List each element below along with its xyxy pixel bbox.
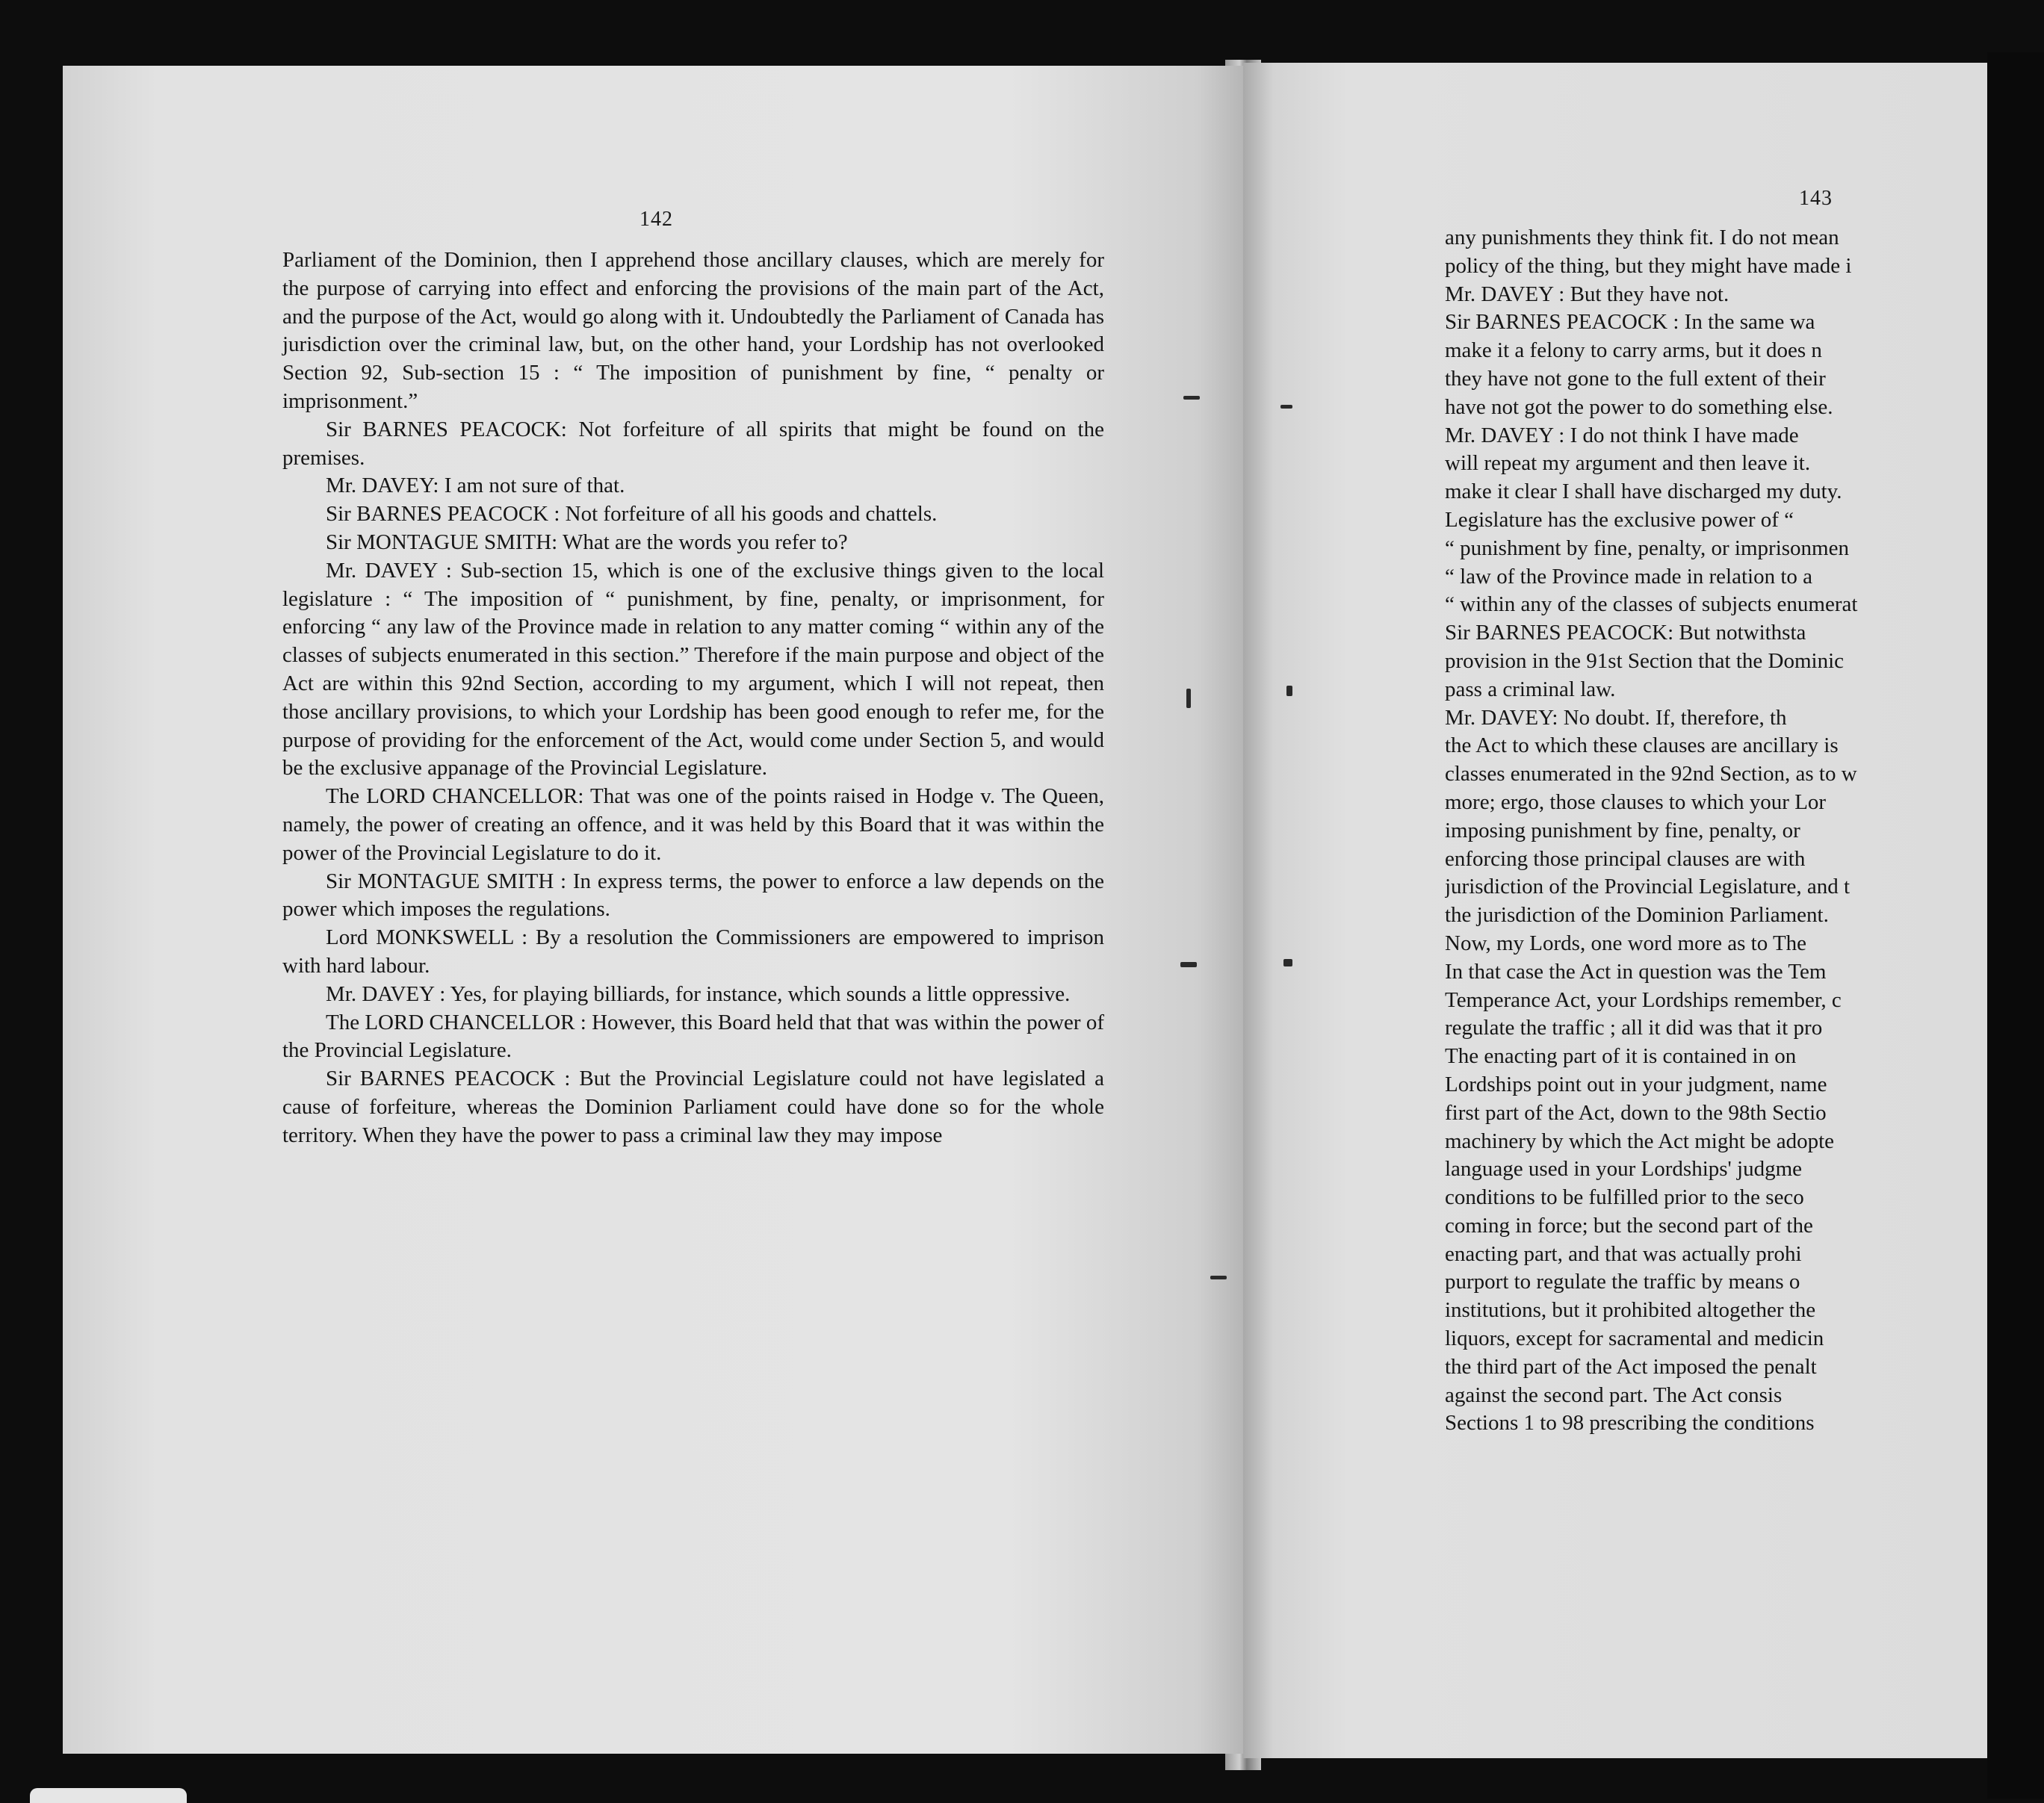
text-line: institutions, but it prohibited altogether the	[1445, 1298, 1816, 1323]
text-line: conditions to be fulfilled prior to the seco	[1445, 1185, 1804, 1210]
page-number: 143	[1799, 187, 1833, 210]
text-line: against the second part. The Act consis	[1445, 1382, 1783, 1407]
text-line: The enacting part of it is contained in on	[1445, 1044, 1797, 1069]
text-line: first part of the Act, down to the 98th Sectio	[1445, 1100, 1827, 1125]
text-line: they have not gone to the full extent of their	[1445, 366, 1826, 391]
text-line: purport to regulate the traffic by means o	[1445, 1270, 1800, 1294]
paragraph: Mr. DAVEY : Yes, for playing billiards, for instance, which sounds a little oppressive.	[326, 981, 1071, 1006]
text-line: any punishments they think fit. I do not mean	[1445, 226, 1839, 249]
text-line: Lordships point out in your judgment, name	[1445, 1072, 1827, 1096]
text-line: have not got the power to do something else.	[1445, 394, 1833, 419]
left-page	[63, 66, 1245, 1754]
text-line: In that case the Act in question was the Tem	[1445, 959, 1827, 984]
paragraph: Mr. DAVEY: I am not sure of that.	[326, 474, 625, 498]
text-line: Temperance Act, your Lordships remember, c	[1445, 987, 1842, 1012]
paragraph: The LORD CHANCELLOR : However, this Board held that that was within the power of the Provincial Legislature.	[282, 1010, 1104, 1063]
binding-mark	[1210, 1276, 1227, 1279]
paragraph: Sir BARNES PEACOCK: Not forfeiture of all spirits that might be found on the premises.	[282, 417, 1104, 470]
text-line: policy of the thing, but they might have made i	[1445, 253, 1852, 278]
text-line: the Act to which these clauses are ancillary is	[1445, 733, 1839, 758]
page-body-text	[1445, 224, 1999, 1438]
text-line: pass a criminal law.	[1445, 677, 1616, 701]
text-line: Legislature has the exclusive power of “	[1445, 507, 1794, 532]
text-line: liquors, except for sacramental and medicin	[1445, 1326, 1824, 1351]
scan-edge-tab	[30, 1788, 187, 1803]
paragraph: Sir MONTAGUE SMITH: What are the words you refer to?	[326, 530, 848, 554]
text-line: make it clear I shall have discharged my duty.	[1445, 480, 1842, 504]
page-number: 142	[639, 208, 673, 231]
text-line: Mr. DAVEY: No doubt. If, therefore, th	[1445, 705, 1787, 730]
text-line: classes enumerated in the 92nd Section, as to w	[1445, 762, 1857, 786]
binding-mark	[1183, 396, 1200, 400]
paragraph: Sir BARNES PEACOCK : Not forfeiture of all his goods and chattels.	[326, 502, 938, 527]
text-line: coming in force; but the second part of the	[1445, 1213, 1813, 1238]
binding-mark	[1280, 405, 1292, 409]
paragraph: Lord MONKSWELL : By a resolution the Commissioners are empowered to imprison with hard labour.	[282, 925, 1104, 978]
text-line: more; ergo, those clauses to which your Lor	[1445, 789, 1827, 814]
text-line: the third part of the Act imposed the penalt	[1445, 1354, 1817, 1379]
text-line: imposing punishment by fine, penalty, or	[1445, 818, 1800, 842]
text-line: “ within any of the classes of subjects enumerat	[1445, 592, 1858, 617]
paragraph: The LORD CHANCELLOR: That was one of the points raised in Hodge v. The Queen, namely, the power of creating an offence, and it was held by this Board that it was within the power of the Provincial Legislature to do it.	[282, 784, 1104, 865]
text-line: will repeat my argument and then leave it.	[1445, 451, 1811, 476]
text-line: Now, my Lords, one word more as to The	[1445, 931, 1807, 955]
right-page	[1243, 63, 1999, 1758]
paragraph: Sir BARNES PEACOCK : But the Provincial Legislature could not have legislated a cause of forfeiture, whereas the Dominion Parliament could have done so for the whole territory. When they have the power to pass a criminal law they may impose	[282, 1067, 1104, 1147]
text-line: Mr. DAVEY : I do not think I have made	[1445, 423, 1799, 447]
binding-mark	[1283, 959, 1292, 966]
text-line: Sir BARNES PEACOCK: But notwithsta	[1445, 621, 1806, 645]
scan-border	[1987, 52, 2044, 1799]
text-line: jurisdiction of the Provincial Legislature, and t	[1445, 875, 1851, 899]
text-line: provision in the 91st Section that the Dominic	[1445, 648, 1845, 673]
text-line: the jurisdiction of the Dominion Parliament.	[1445, 903, 1829, 928]
text-line: “ law of the Province made in relation to a	[1445, 564, 1813, 589]
text-line: Sections 1 to 98 prescribing the conditions	[1445, 1411, 1815, 1436]
binding-mark	[1180, 962, 1197, 967]
paragraph: Sir MONTAGUE SMITH : In express terms, the power to enforce a law depends on the power which imposes the regulations.	[282, 869, 1104, 922]
paragraph: Parliament of the Dominion, then I apprehend those ancillary clauses, which are merely for the purpose of carrying into effect and enforcing the provisions of the main part of the Act, and the purpose of the Act, would go along with it. Undoubtedly the Parliament of Canada has jurisdiction over the criminal law, but, on the other hand, your Lordship has not overlooked Section 92, Sub-section 15 : “ The imposition of punishment by fine, “ penalty or imprisonment.”	[282, 248, 1104, 413]
binding-mark	[1286, 686, 1292, 696]
page-body-text	[282, 246, 1104, 1150]
text-line: Mr. DAVEY : But they have not.	[1445, 282, 1729, 306]
paragraph: Mr. DAVEY : Sub-section 15, which is one of the exclusive things given to the local legislature : “ The imposition of “ punishment, by fine, penalty, or imprisonment, for enforcing “ any law of the Province made in relation to any matter coming “ within any of the classes of subjects enumerated in this section.” Therefore if the main purpose and object of the Act are within this 92nd Section, according to my argument, which I will not repeat, then those ancillary provisions, to which your Lordship has been good enough to refer me, for the purpose of providing for the enforcement of the Act, would come under Section 5, and would be the exclusive appanage of the Provincial Legislature.	[282, 558, 1104, 781]
binding-mark	[1186, 689, 1191, 708]
text-line: make it a felony to carry arms, but it does n	[1445, 338, 1822, 363]
text-line: enacting part, and that was actually prohi	[1445, 1241, 1802, 1266]
text-line: machinery by which the Act might be adopte	[1445, 1129, 1835, 1153]
text-line: regulate the traffic ; all it did was that it pro	[1445, 1016, 1823, 1040]
text-line: Sir BARNES PEACOCK : In the same wa	[1445, 310, 1815, 335]
text-line: language used in your Lordships' judgme	[1445, 1157, 1803, 1182]
text-line: enforcing those principal clauses are with	[1445, 846, 1806, 871]
text-line: “ punishment by fine, penalty, or imprisonmen	[1445, 536, 1849, 560]
